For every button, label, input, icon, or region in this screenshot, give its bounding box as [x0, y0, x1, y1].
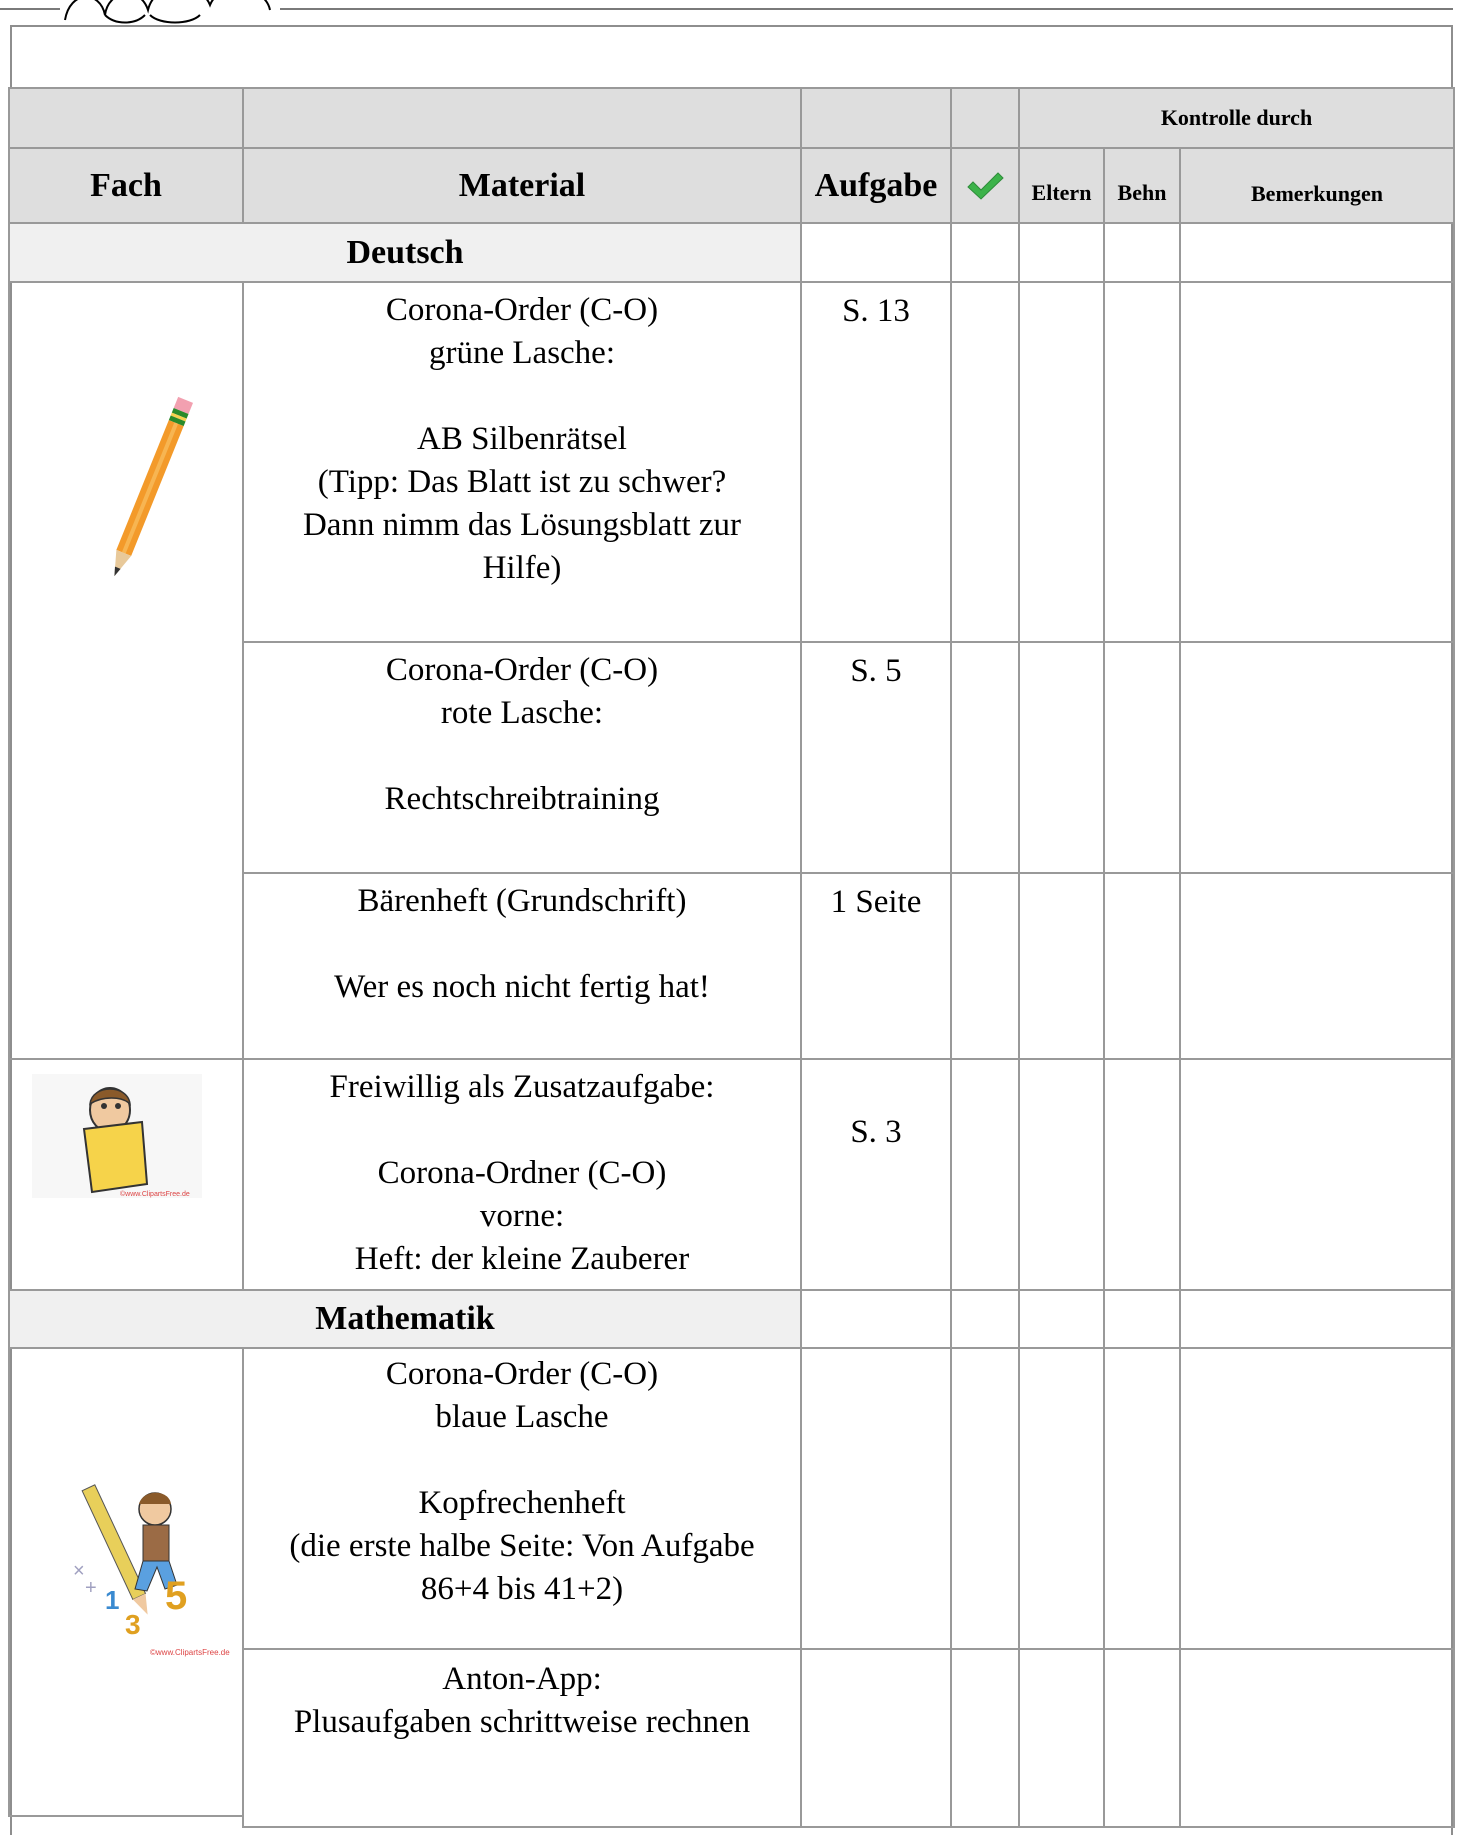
check-cell-1[interactable]: [950, 281, 1020, 643]
svg-text:1: 1: [105, 1585, 120, 1615]
behn-label: Behn: [1117, 179, 1167, 205]
header-behn: [1103, 147, 1181, 224]
material-label: Material: [458, 166, 586, 204]
check-cell-3[interactable]: [950, 872, 1020, 1060]
aufgabe-text-4: S. 3: [850, 1114, 902, 1150]
pencil-icon: [100, 383, 200, 593]
aufgabe-label: Aufgabe: [814, 166, 938, 204]
bemerkungen-cell-4[interactable]: [1179, 1058, 1455, 1291]
header-fach-top: [8, 87, 244, 149]
material-cell-2: [242, 641, 802, 874]
behn-cell-5[interactable]: [1103, 1347, 1181, 1650]
section-mathe-behn: [1103, 1289, 1181, 1349]
bemerkungen-cell-1[interactable]: [1179, 281, 1455, 643]
fach-label: Fach: [90, 166, 162, 204]
behn-cell-4[interactable]: [1103, 1058, 1181, 1291]
aufgabe-cell-3: [800, 872, 952, 1060]
section-deutsch-aufgabe: [800, 222, 952, 283]
aufgabe-cell-1: [800, 281, 952, 643]
fach-cell-zusatz: [8, 1058, 244, 1291]
behn-cell-6[interactable]: [1103, 1648, 1181, 1828]
bemerkungen-label: Bemerkungen: [1251, 180, 1383, 206]
behn-cell-2[interactable]: [1103, 641, 1181, 874]
fach-cell-deutsch: [8, 281, 244, 1060]
behn-cell-1[interactable]: [1103, 281, 1181, 643]
bemerkungen-cell-6[interactable]: [1179, 1648, 1455, 1828]
material-text-6: Anton-App: Plusaufgaben schrittweise rechnen: [293, 1661, 751, 1740]
section-mathe-eltern: [1018, 1289, 1105, 1349]
section-deutsch-eltern: [1018, 222, 1105, 283]
eltern-cell-2[interactable]: [1018, 641, 1105, 874]
section-deutsch-bemerkungen: [1179, 222, 1455, 283]
eltern-cell-3[interactable]: [1018, 872, 1105, 1060]
material-cell-4: [242, 1058, 802, 1291]
eltern-cell-5[interactable]: [1018, 1347, 1105, 1650]
material-text-2: Corona-Order (C-O) rote Lasche: Rechtschreibtraining: [384, 652, 660, 817]
header-aufgabe: [800, 147, 952, 224]
check-cell-2[interactable]: [950, 641, 1020, 874]
section-deutsch-behn: [1103, 222, 1181, 283]
aufgabe-cell-4: [800, 1058, 952, 1291]
header-check-top: [950, 87, 1020, 149]
eltern-cell-4[interactable]: [1018, 1058, 1105, 1291]
behn-cell-3[interactable]: [1103, 872, 1181, 1060]
section-mathe-aufgabe: [800, 1289, 952, 1349]
kontrolle-label: Kontrolle durch: [1160, 105, 1313, 130]
section-mathe-bemerkungen: [1179, 1289, 1455, 1349]
material-text-3: Bärenheft (Grundschrift) Wer es noch nicht fertig hat!: [334, 883, 710, 1005]
bemerkungen-cell-2[interactable]: [1179, 641, 1455, 874]
aufgabe-text-2: S. 5: [850, 653, 902, 689]
header-done: [950, 147, 1020, 224]
eltern-cell-1[interactable]: [1018, 281, 1105, 643]
clipart-credit-1: ©www.ClipartsFree.de: [120, 1191, 190, 1198]
check-cell-4[interactable]: [950, 1058, 1020, 1291]
section-mathematik-label: Mathematik: [315, 1300, 495, 1337]
material-cell-3: [242, 872, 802, 1060]
material-cell-1: [242, 281, 802, 643]
svg-text:×: ×: [73, 1560, 85, 1582]
svg-text:+: +: [85, 1577, 97, 1599]
material-text-1: Corona-Order (C-O) grüne Lasche: AB Silbenrätsel (Tipp: Das Blatt ist zu schwer? Dann nimm das Lösungsblatt zur Hilfe): [302, 292, 742, 586]
header-material-top: [242, 87, 802, 149]
section-mathematik: [8, 1289, 802, 1349]
aufgabe-text-1: S. 13: [842, 293, 910, 329]
svg-text:3: 3: [125, 1609, 141, 1640]
aufgabe-cell-5: [800, 1347, 952, 1650]
fach-cell-mathematik: [8, 1347, 244, 1817]
top-rule-right: [280, 8, 1453, 10]
top-rule-left: [0, 8, 60, 10]
clipart-credit-2: ©www.ClipartsFree.de: [150, 1648, 230, 1657]
check-icon: [965, 170, 1005, 202]
aufgabe-cell-6: [800, 1648, 952, 1828]
header-aufgabe-top: [800, 87, 952, 149]
section-deutsch: [8, 222, 802, 283]
section-mathe-check: [950, 1289, 1020, 1349]
section-deutsch-check: [950, 222, 1020, 283]
math-child-icon: [65, 1459, 245, 1659]
eltern-label: Eltern: [1031, 179, 1092, 205]
check-cell-5[interactable]: [950, 1347, 1020, 1650]
check-cell-6[interactable]: [950, 1648, 1020, 1828]
bemerkungen-cell-5[interactable]: [1179, 1347, 1455, 1650]
svg-text:5: 5: [165, 1574, 188, 1618]
header-material: [242, 147, 802, 224]
material-cell-5: [242, 1347, 802, 1650]
aufgabe-text-3: 1 Seite: [830, 884, 922, 920]
reading-child-icon: [32, 1074, 202, 1198]
eltern-cell-6[interactable]: [1018, 1648, 1105, 1828]
material-text-5: Corona-Order (C-O) blaue Lasche Kopfrechenheft (die erste halbe Seite: Von Aufgabe 86+4 bis 41+2): [289, 1356, 755, 1607]
header-fach: [8, 147, 244, 224]
header-kontrolle: [1018, 87, 1455, 149]
material-cell-6: [242, 1648, 802, 1828]
header-bemerkungen: [1179, 147, 1455, 224]
aufgabe-cell-2: [800, 641, 952, 874]
bemerkungen-cell-3[interactable]: [1179, 872, 1455, 1060]
header-eltern: [1018, 147, 1105, 224]
section-deutsch-label: Deutsch: [346, 233, 464, 271]
material-text-4: Freiwillig als Zusatzaufgabe: Corona-Ordner (C-O) vorne: Heft: der kleine Zauberer: [329, 1069, 715, 1277]
